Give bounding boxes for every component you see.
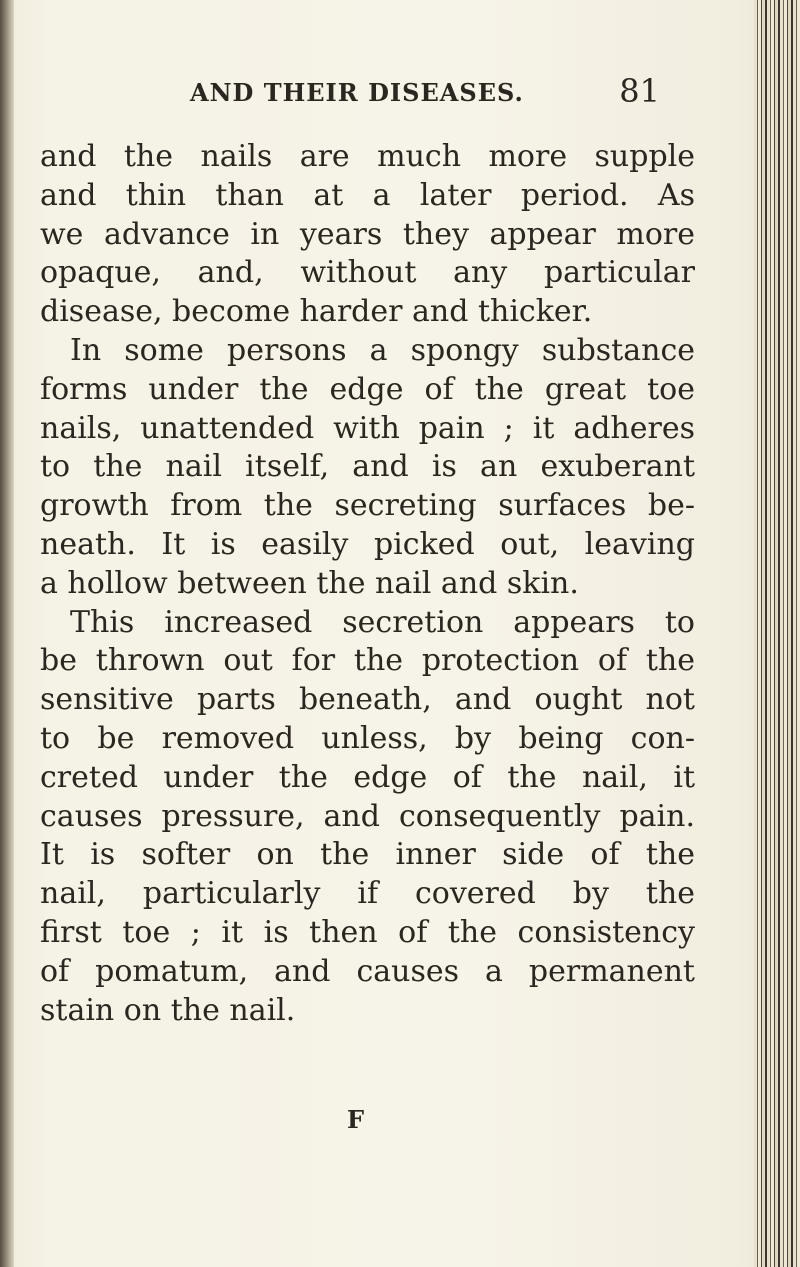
text-line: and thin than at a later period. As: [40, 177, 695, 213]
text-line: nails, unattended with pain ; it adheres: [40, 410, 695, 446]
text-line: opaque, and, without any particular: [40, 255, 695, 291]
text-line: This increased secretion appears to: [70, 604, 695, 640]
text-line: creted under the edge of the nail, it: [40, 759, 695, 795]
text-line: be thrown out for the protection of the: [40, 643, 695, 679]
text-line: we advance in years they appear more: [40, 216, 695, 252]
text-line: In some persons a spongy substance: [70, 332, 695, 368]
text-line: causes pressure, and consequently pain.: [40, 798, 695, 834]
text-line: forms under the edge of the great toe: [40, 371, 695, 407]
text-line: sensitive parts beneath, and ought not: [40, 682, 695, 718]
text-line: a hollow between the nail and skin.: [40, 565, 579, 601]
signature-mark: F: [347, 1105, 365, 1134]
running-title: AND THEIR DISEASES.: [190, 78, 524, 107]
page-number: 81: [619, 72, 660, 110]
text-line: disease, become harder and thicker.: [40, 294, 593, 330]
text-line: and the nails are much more supple: [40, 139, 695, 174]
body-text: [40, 138, 695, 1030]
text-line: first toe ; it is then of the consistency: [40, 914, 695, 950]
text-line: of pomatum, and causes a permanent: [40, 953, 695, 989]
text-line: It is softer on the inner side of the: [40, 837, 695, 873]
page-edge-stack: [754, 0, 800, 1267]
text-line: neath. It is easily picked out, leaving: [40, 526, 695, 562]
text-line: to be removed unless, by being con-: [40, 720, 695, 756]
page-header: [190, 72, 660, 112]
text-line: stain on the nail.: [40, 992, 296, 1028]
page-gutter-shadow: [0, 0, 14, 1267]
text-line: growth from the secreting surfaces be-: [40, 488, 695, 524]
text-line: to the nail itself, and is an exuberant: [40, 449, 695, 485]
text-line: nail, particularly if covered by the: [40, 876, 695, 912]
